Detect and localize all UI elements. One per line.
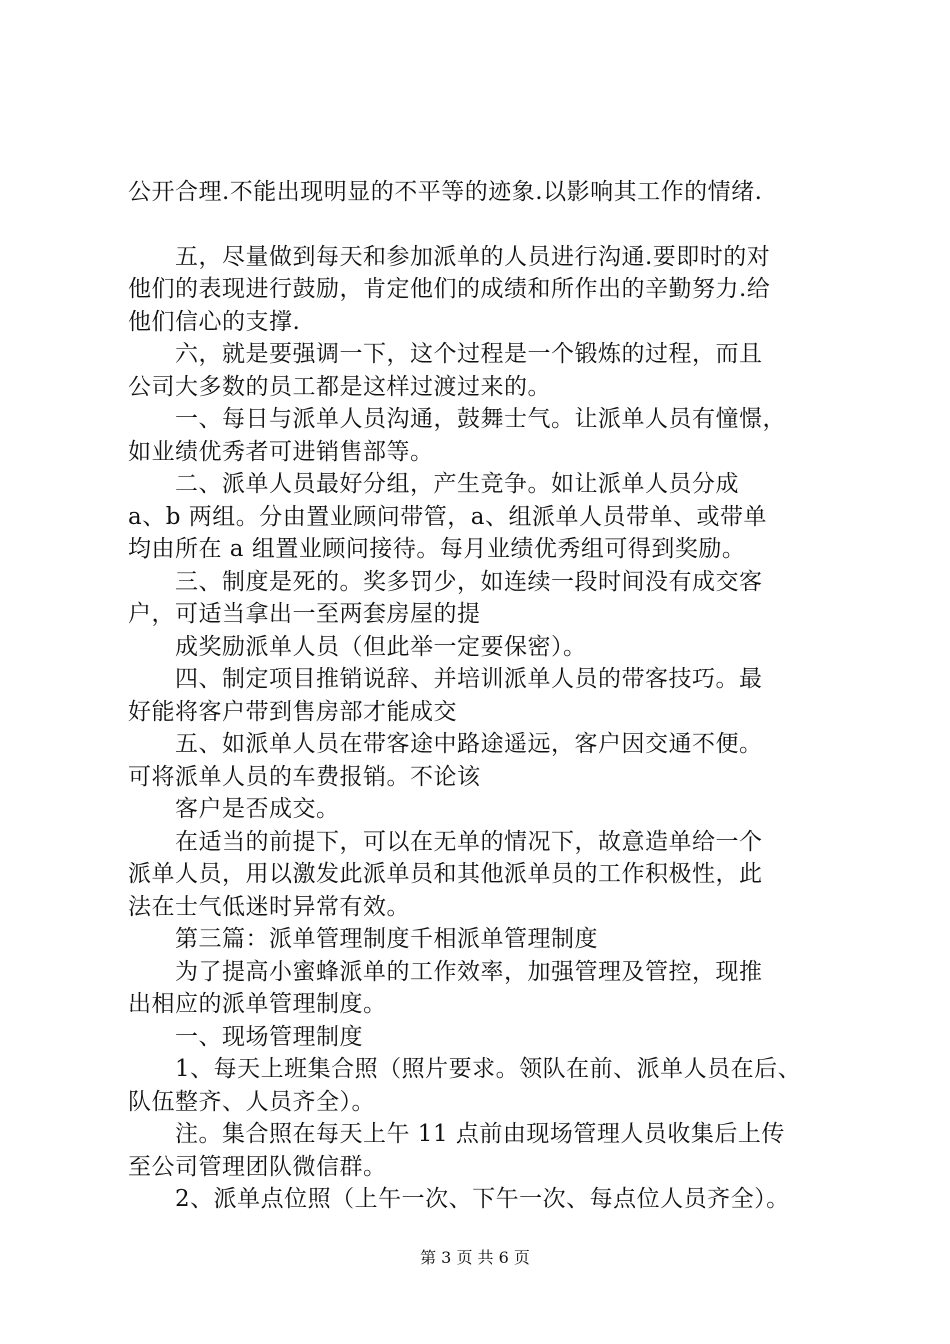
text-line: 六，就是要强调一下，这个过程是一个锻炼的过程，而且 bbox=[128, 341, 763, 367]
text-line: 一、每日与派单人员沟通，鼓舞士气。让派单人员有憧憬， bbox=[128, 406, 786, 432]
text-line: 三、制度是死的。奖多罚少，如连续一段时间没有成交客 bbox=[128, 568, 763, 595]
page-number-footer: 第 3 页 共 6 页 bbox=[420, 1248, 530, 1267]
text-line: 均由所在 a 组置业顾问接待。每月业绩优秀组可得到奖励。 bbox=[128, 536, 746, 562]
text-line: 公开合理.不能出现明显的不平等的迹象.以影响其工作的情绪. bbox=[128, 179, 763, 205]
subsection-heading: 一、现场管理制度 bbox=[128, 1023, 363, 1050]
text-line: 客户是否成交。 bbox=[128, 796, 340, 822]
text-line: 四、制定项目推销说辞、并培训派单人员的带客技巧。最 bbox=[128, 666, 763, 692]
text-line: 出相应的派单管理制度。 bbox=[128, 991, 387, 1017]
text-line: 二、派单人员最好分组，产生竞争。如让派单人员分成 bbox=[128, 471, 739, 497]
text-line: 他们信心的支撑. bbox=[128, 308, 301, 335]
text-line: 在适当的前提下，可以在无单的情况下，故意造单给一个 bbox=[128, 828, 763, 855]
text-line: 公司大多数的员工都是这样过渡过来的。 bbox=[128, 373, 551, 400]
document-body bbox=[128, 176, 834, 1216]
text-line: 2、派单点位照（上午一次、下午一次、每点位人员齐全）。 bbox=[128, 1186, 790, 1212]
text-line: 五，尽量做到每天和参加派单的人员进行沟通.要即时的对 bbox=[128, 243, 771, 270]
text-line: a、b 两组。分由置业顾问带管，a、组派单人员带单、或带单 bbox=[128, 503, 767, 530]
text-line: 他们的表现进行鼓励，肯定他们的成绩和所作出的辛勤努力.给 bbox=[128, 276, 771, 302]
text-line: 1、每天上班集合照（照片要求。领队在前、派单人员在后、 bbox=[128, 1056, 802, 1082]
paragraph-spacer bbox=[128, 209, 834, 241]
text-line: 成奖励派单人员（但此举一定要保密）。 bbox=[128, 633, 587, 660]
text-line: 如业绩优秀者可进销售部等。 bbox=[128, 438, 434, 465]
text-line: 法在士气低迷时异常有效。 bbox=[128, 893, 410, 920]
text-line: 可将派单人员的车费报销。不论该 bbox=[128, 763, 481, 790]
section-heading: 第三篇：派单管理制度千相派单管理制度 bbox=[128, 926, 598, 952]
text-line: 注。集合照在每天上午 11 点前由现场管理人员收集后上传 bbox=[128, 1121, 785, 1147]
text-line: 队伍整齐、人员齐全）。 bbox=[128, 1088, 375, 1115]
text-line: 好能将客户带到售房部才能成交 bbox=[128, 698, 457, 725]
text-line: 为了提高小蜜蜂派单的工作效率，加强管理及管控，现推 bbox=[128, 958, 763, 985]
text-line: 户，可适当拿出一至两套房屋的提 bbox=[128, 601, 481, 627]
text-line: 至公司管理团队微信群。 bbox=[128, 1153, 387, 1180]
text-line: 五、如派单人员在带客途中路途遥远，客户因交通不便。 bbox=[128, 731, 763, 757]
text-line: 派单人员，用以激发此派单员和其他派单员的工作积极性，此 bbox=[128, 861, 763, 887]
